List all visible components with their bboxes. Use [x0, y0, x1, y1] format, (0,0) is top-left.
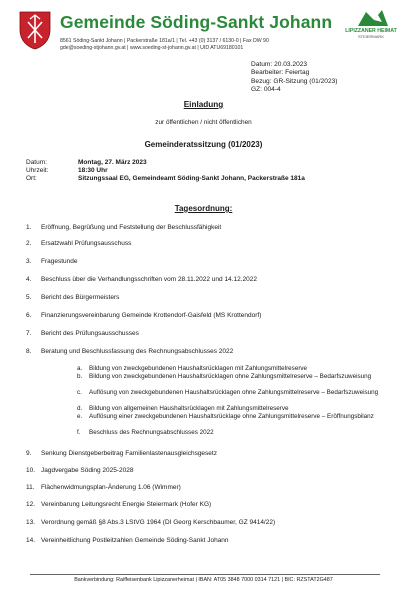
date-value: Montag, 27. März 2023 [78, 159, 147, 166]
agenda-text: Beratung und Beschlussfassung des Rechnungsabschlusses 2022 [41, 348, 234, 355]
agenda-text: Vereinheitlichung Postleitzahlen Gemeinde Söding-Sankt Johann [41, 537, 229, 544]
organization-address: 8561 Söding-Sankt Johann | Packerstraße 181a/1 | Tel. +43 (0) 3137 / 6130-0 | Fax DW 90 [60, 38, 269, 44]
agenda-number: 9. [26, 450, 32, 457]
agenda-number: 6. [26, 312, 32, 319]
agenda-text: Jagdvergabe Söding 2025-2028 [41, 467, 134, 474]
agenda-number: 1. [26, 224, 32, 231]
lipizzaner-logo-text: LIPIZZANER HEIMAT [345, 28, 397, 34]
bank-details-footer: Bankverbindung: Raiffeisenbank Lipizzanerheimat | IBAN: AT05 3848 7000 0314 7121 | BIC: RZSTAT2G487 [74, 577, 333, 583]
agenda-number: 7. [26, 330, 32, 337]
date-label: Datum: [26, 159, 47, 166]
lipizzaner-logo [340, 28, 402, 40]
agenda-text: Verordnung gemäß §8 Abs.3 LStVG 1964 (DI Georg Kerschbaumer, GZ 9414/22) [41, 519, 276, 526]
sub-item-letter: f. [77, 429, 81, 436]
lipizzaner-horse-icon [352, 8, 392, 28]
agenda-number: 14. [26, 537, 36, 544]
agenda-text: Ersatzwahl Prüfungsausschuss [41, 240, 132, 247]
agenda-number: 4. [26, 276, 32, 283]
agenda-number: 3. [26, 258, 32, 265]
agenda-text: Eröffnung, Begrüßung und Feststellung der Beschlussfähigkeit [41, 224, 222, 231]
invitation-heading: Einladung [183, 100, 224, 109]
agenda-text: Vereinbarung Leitungsrecht Energie Steiermark (Hofer KG) [41, 501, 212, 508]
meta-datum: Datum: 20.03.2023 [251, 61, 308, 68]
location-label: Ort: [26, 175, 37, 182]
time-value: 18:30 Uhr [78, 167, 108, 174]
organization-name: Gemeinde Söding-Sankt Johann [60, 12, 333, 32]
sub-item-text: Auflösung von zweckgebundenen Haushaltsrücklagen ohne Zahlungsmittelreserve – Bedarfszuweisung [89, 389, 379, 396]
agenda-number: 10. [26, 467, 36, 474]
agenda-heading: Tagesordnung: [174, 204, 233, 213]
agenda-text: Bericht des Prüfungsausschusses [41, 330, 139, 337]
sub-item-letter: a. [77, 365, 83, 372]
sub-item-text: Beschluss des Rechnungsabschlusses 2022 [89, 429, 214, 436]
sub-item-letter: b. [77, 373, 83, 380]
agenda-number: 2. [26, 240, 32, 247]
sub-item-text: Bildung von allgemeinen Haushaltsrücklagen mit Zahlungsmittelreserve [89, 405, 289, 412]
agenda-text: Beschluss über die Verhandlungsschriften vom 28.11.2022 und 14.12.2022 [41, 276, 257, 283]
agenda-number: 12. [26, 501, 36, 508]
time-label: Uhrzeit: [26, 167, 49, 174]
agenda-text: Flächenwidmungsplan-Änderung 1.06 (Wimmer) [41, 484, 181, 491]
municipal-crest-icon [18, 10, 52, 50]
agenda-number: 8. [26, 348, 32, 355]
sub-item-letter: c. [77, 389, 82, 396]
document-meta [251, 61, 338, 95]
agenda-number: 11. [26, 484, 35, 491]
agenda-text: Finanzierungsvereinbarung Gemeinde Krottendorf-Gaisfeld (MS Krottendorf) [41, 312, 262, 319]
meta-bearbeiter: Bearbeiter: Feiertag [251, 69, 310, 77]
sub-item-letter: e. [77, 413, 83, 420]
public-status: zur öffentlichen / nicht öffentlichen [155, 119, 252, 126]
agenda-text: Senkung Dienstgeberbeitrag Familienlastenausgleichsgesetz [41, 450, 217, 457]
sub-item-text: Bildung von zweckgebundenen Haushaltsrücklagen mit Zahlungsmittelreserve [89, 365, 308, 372]
location-value: Sitzungssaal EG, Gemeindeamt Söding-Sankt Johann, Packerstraße 181a [78, 175, 305, 182]
sub-item-text: Auflösung einer zweckgebundenen Haushaltsrücklage ohne Zahlungsmittelreserve – Eröffnungsbilanz [89, 413, 374, 420]
lipizzaner-logo-sub: STEIERMARK [357, 34, 384, 39]
agenda-number: 13. [26, 519, 36, 526]
sub-item-letter: d. [77, 405, 83, 412]
meta-bezug: Bezug: GR-Sitzung (01/2023) [251, 77, 338, 85]
agenda-text: Fragestunde [41, 258, 78, 265]
sub-item-text: Bildung von zweckgebundenen Haushaltsrücklagen ohne Zahlungsmittelreserve – Bedarfszuweisung [89, 373, 372, 380]
agenda-text: Bericht des Bürgermeisters [41, 294, 120, 301]
session-title: Gemeinderatssitzung (01/2023) [144, 140, 263, 149]
meta-gz: GZ: 004-4 [251, 86, 281, 94]
organization-contact: gde@soeding-stjohann.gv.at | www.soeding-st-johann.gv.at | UID ATU69180101 [60, 45, 244, 51]
footer-divider [30, 574, 380, 575]
agenda-number: 5. [26, 294, 32, 301]
